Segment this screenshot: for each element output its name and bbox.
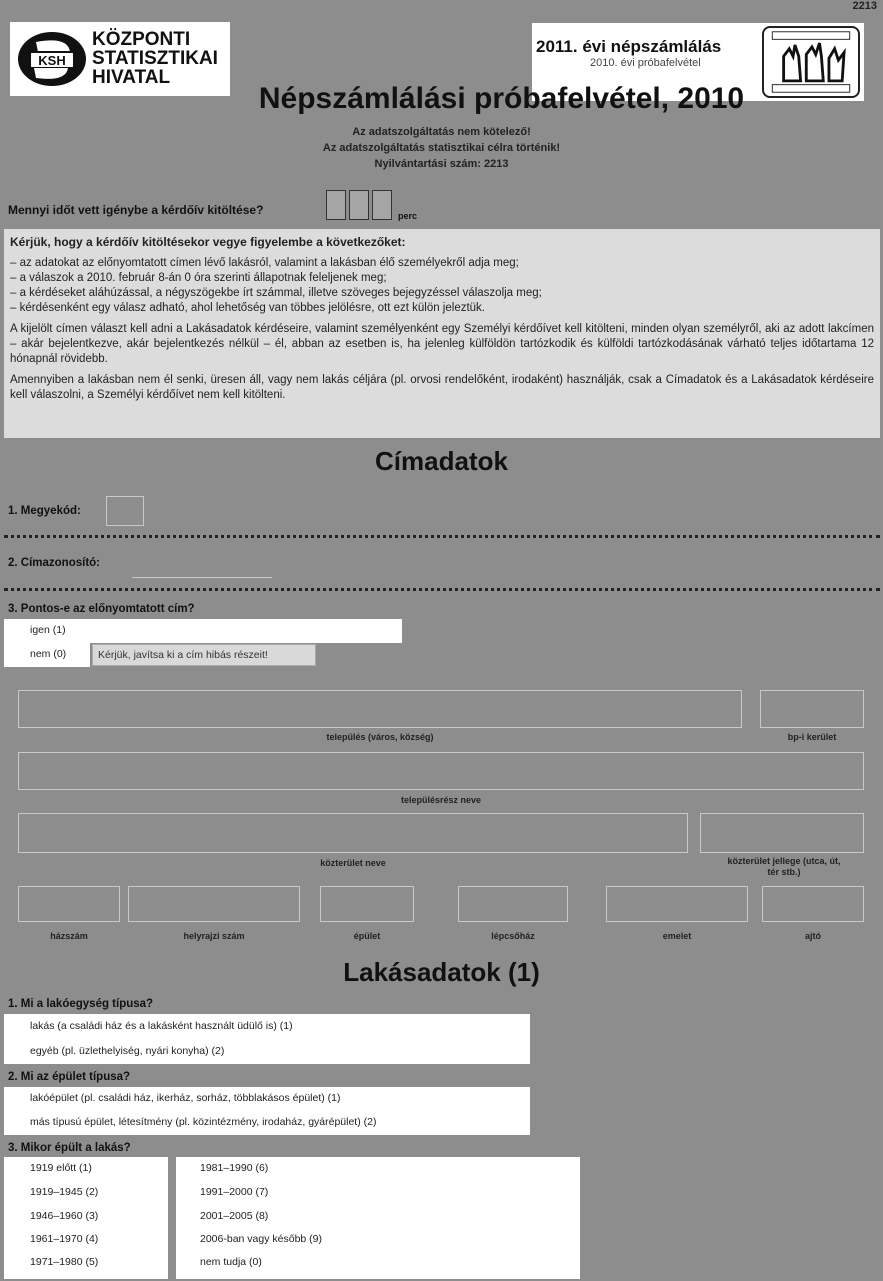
building-field[interactable] xyxy=(320,886,414,922)
build-year-option[interactable]: 1919 előtt (1) xyxy=(30,1162,92,1174)
staircase-field[interactable] xyxy=(458,886,568,922)
unit-type-label: 1. Mi a lakóegység típusa? xyxy=(8,998,154,1010)
settlement-label: település (város, község) xyxy=(326,732,434,742)
ksh-name xyxy=(92,30,218,87)
option-no-label: nem (0) xyxy=(30,648,67,660)
build-year-option[interactable]: 1981–1990 (6) xyxy=(200,1162,269,1174)
time-digit-box-1[interactable] xyxy=(326,190,346,220)
district-field[interactable] xyxy=(760,690,864,728)
section-title-lakasadatok: Lakásadatok (1) xyxy=(343,957,540,987)
address-correct-label: 3. Pontos-e az előnyomtatott cím? xyxy=(8,603,195,615)
divider xyxy=(4,588,880,591)
street-type-field[interactable] xyxy=(700,813,864,853)
instructions-heading: Kérjük, hogy a kérdőív kitöltésekor vegye figyelembe a következőket: xyxy=(10,235,406,249)
instruction-item: – a válaszok a 2010. február 8-án 0 óra szerinti állapotnak feleljenek meg; xyxy=(10,272,387,284)
street-name-field[interactable] xyxy=(18,813,688,853)
time-question-label: Mennyi időt vett igénybe a kérdőív kitöltése? xyxy=(8,203,264,217)
build-year-option[interactable]: 1919–1945 (2) xyxy=(30,1186,99,1198)
district-label: bp-i kerület xyxy=(787,732,837,742)
unit-type-option-2[interactable]: egyéb (pl. üzlethelyiség, nyári konyha) (2) xyxy=(30,1045,225,1057)
time-digit-box-2[interactable] xyxy=(349,190,369,220)
county-code-field[interactable] xyxy=(106,496,144,526)
ksh-emblem-icon xyxy=(16,30,90,88)
ksh-line-2: STATISZTIKAI xyxy=(92,48,218,69)
option-no[interactable] xyxy=(4,643,90,667)
door-label: ajtó xyxy=(804,931,821,941)
floor-field[interactable] xyxy=(606,886,748,922)
notice-registration: Nyilvántartási szám: 2213 xyxy=(374,158,509,170)
building-type-option-2[interactable]: más típusú épület, létesítmény (pl. közintézmény, irodaház, gyárépület) (2) xyxy=(30,1116,377,1128)
street-type-label: közterület jellege (utca, út, tér stb.) xyxy=(727,856,841,877)
build-year-option[interactable]: 1971–1980 (5) xyxy=(30,1256,99,1268)
census-subtitle: 2010. évi próbafelvétel xyxy=(590,57,701,69)
unit-type-option-1[interactable]: lakás (a családi ház és a lakásként használt üdülő is) (1) xyxy=(30,1020,293,1032)
county-code-label: 1. Megyekód: xyxy=(8,505,81,517)
instructions-paragraph-1: A kijelölt címen választ kell adni a Lakásadatok kérdéseire, valamint személyenként egy Személyi kérdőívet kell kitölteni, minden olyan személyről, aki az adott lakcímen – akár bejelentkezve, akár bejelentkezés nélkül – él, abban az esetben is, ha jelenleg külföldön tartózkodik és külföldi tartózkodásának várható teljes időtartama 12 hónapnál rövidebb. xyxy=(10,323,874,365)
build-year-option[interactable]: 2001–2005 (8) xyxy=(200,1210,269,1222)
page-code: 2213 xyxy=(852,0,877,12)
lot-number-field[interactable] xyxy=(128,886,300,922)
house-number-field[interactable] xyxy=(18,886,120,922)
staircase-label: lépcsőház xyxy=(491,931,535,941)
divider xyxy=(4,535,880,538)
notice-voluntary: Az adatszolgáltatás nem kötelező! xyxy=(352,126,531,138)
instructions-panel xyxy=(4,229,880,438)
instructions-paragraph-2: Amennyiben a lakásban nem él senki, üresen áll, vagy nem lakás céljára (pl. orvosi rendelőként, irodaként) használják, csak a Címadatok és a Lakásadatok kérdéseire kell válaszolni, a Személyi kérdőívet nem kell kitölteni. xyxy=(10,374,874,401)
instruction-item: – kérdésenként egy válasz adható, ahol lehetőség van többes jelölésre, ott ezt külön jeleztük. xyxy=(10,302,485,314)
building-label: épület xyxy=(353,931,381,941)
build-year-options-left xyxy=(4,1157,168,1279)
build-year-option[interactable]: 1991–2000 (7) xyxy=(200,1186,269,1198)
instruction-item: – az adatokat az előnyomtatott címen lévő lakásról, valamint a lakásban élő személyekről adja meg; xyxy=(10,257,519,269)
time-digit-box-3[interactable] xyxy=(372,190,392,220)
fix-address-button[interactable]: Kérjük, javítsa ki a cím hibás részeit! xyxy=(92,644,316,666)
settlement-part-label: településrész neve xyxy=(400,795,482,805)
build-year-option[interactable]: 2006-ban vagy később (9) xyxy=(200,1233,322,1245)
notice-statistical: Az adatszolgáltatás statisztikai célra történik! xyxy=(322,142,561,154)
build-year-option[interactable]: nem tudja (0) xyxy=(200,1256,262,1268)
census-title: 2011. évi népszámlálás xyxy=(536,37,722,56)
unit-type-options xyxy=(4,1014,530,1064)
option-yes-label: igen (1) xyxy=(30,624,66,636)
building-type-option-1[interactable]: lakóépület (pl. családi ház, ikerház, sorház, többlakásos épület) (1) xyxy=(30,1092,341,1104)
building-type-label: 2. Mi az épület típusa? xyxy=(8,1071,131,1083)
lot-number-label: helyrajzi szám xyxy=(183,931,245,941)
settlement-field[interactable] xyxy=(18,690,742,728)
option-yes[interactable] xyxy=(4,619,402,643)
house-number-label: házszám xyxy=(50,931,88,941)
instruction-item: – a kérdéseket aláhúzással, a négyszögekbe írt számmal, illetve szöveges bejegyzéssel válaszolja meg; xyxy=(10,287,542,299)
ksh-line-3: HIVATAL xyxy=(92,67,171,88)
build-year-option[interactable]: 1961–1970 (4) xyxy=(30,1233,99,1245)
time-unit-label: perc xyxy=(398,211,418,221)
ksh-mark-text: KSH xyxy=(38,53,66,68)
build-year-option[interactable]: 1946–1960 (3) xyxy=(30,1210,99,1222)
address-id-field[interactable] xyxy=(132,577,272,578)
section-title-cimadatok: Címadatok xyxy=(375,446,508,476)
instructions-list xyxy=(10,256,874,316)
floor-label: emelet xyxy=(662,931,692,941)
building-type-options xyxy=(4,1087,530,1135)
ksh-line-1: KÖZPONTI xyxy=(92,29,191,50)
build-year-label: 3. Mikor épült a lakás? xyxy=(8,1142,131,1154)
page-title: Népszámlálási próbafelvétel, 2010 xyxy=(258,82,745,115)
build-year-options-right xyxy=(176,1157,580,1279)
door-field[interactable] xyxy=(762,886,864,922)
address-id-label: 2. Címazonosító: xyxy=(8,557,101,569)
street-name-label: közterület neve xyxy=(320,858,386,868)
settlement-part-field[interactable] xyxy=(18,752,864,790)
